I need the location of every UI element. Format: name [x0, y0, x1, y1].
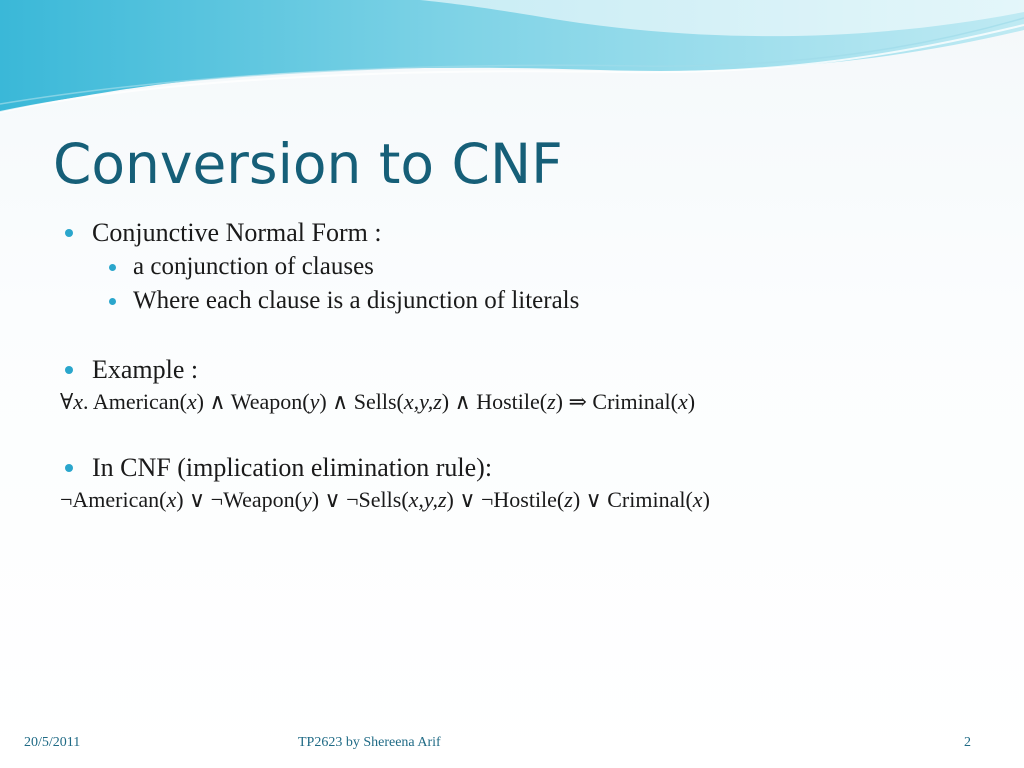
footer-page-number: 2 [964, 735, 971, 750]
bullet-dot-icon [109, 264, 116, 271]
bullet-text: In CNF (implication elimination rule): [92, 453, 493, 482]
bullet-in-cnf [92, 453, 492, 483]
bullet-text: Example : [92, 355, 199, 384]
slide-title: Conversion to CNF [53, 132, 563, 196]
sub-bullet-conjunction [133, 253, 374, 281]
sub-bullet-disjunction [133, 287, 579, 315]
bullet-text: Conjunctive Normal Form : [92, 218, 382, 247]
footer-date: 20/5/2011 [24, 735, 81, 750]
footer-author: TP2623 by Shereena Arif [298, 735, 441, 750]
bullet-cnf [92, 218, 382, 248]
bullet-text: Where each clause is a disjunction of literals [133, 287, 580, 314]
bullet-text: a conjunction of clauses [133, 253, 374, 280]
formula-original: ∀x. American(x) ∧ Weapon(y) ∧ Sells(x,y,z) ∧ Hostile(z) ⇒ Criminal(x) [60, 389, 696, 414]
header-wave-decoration [0, 0, 1024, 120]
bullet-dot-icon [65, 366, 73, 374]
bullet-dot-icon [109, 298, 116, 305]
bullet-dot-icon [65, 229, 73, 237]
bullet-dot-icon [65, 464, 73, 472]
formula-cnf: ¬American(x) ∨ ¬Weapon(y) ∨ ¬Sells(x,y,z) ∨ ¬Hostile(z) ∨ Criminal(x) [60, 487, 710, 512]
bullet-example [92, 355, 198, 385]
